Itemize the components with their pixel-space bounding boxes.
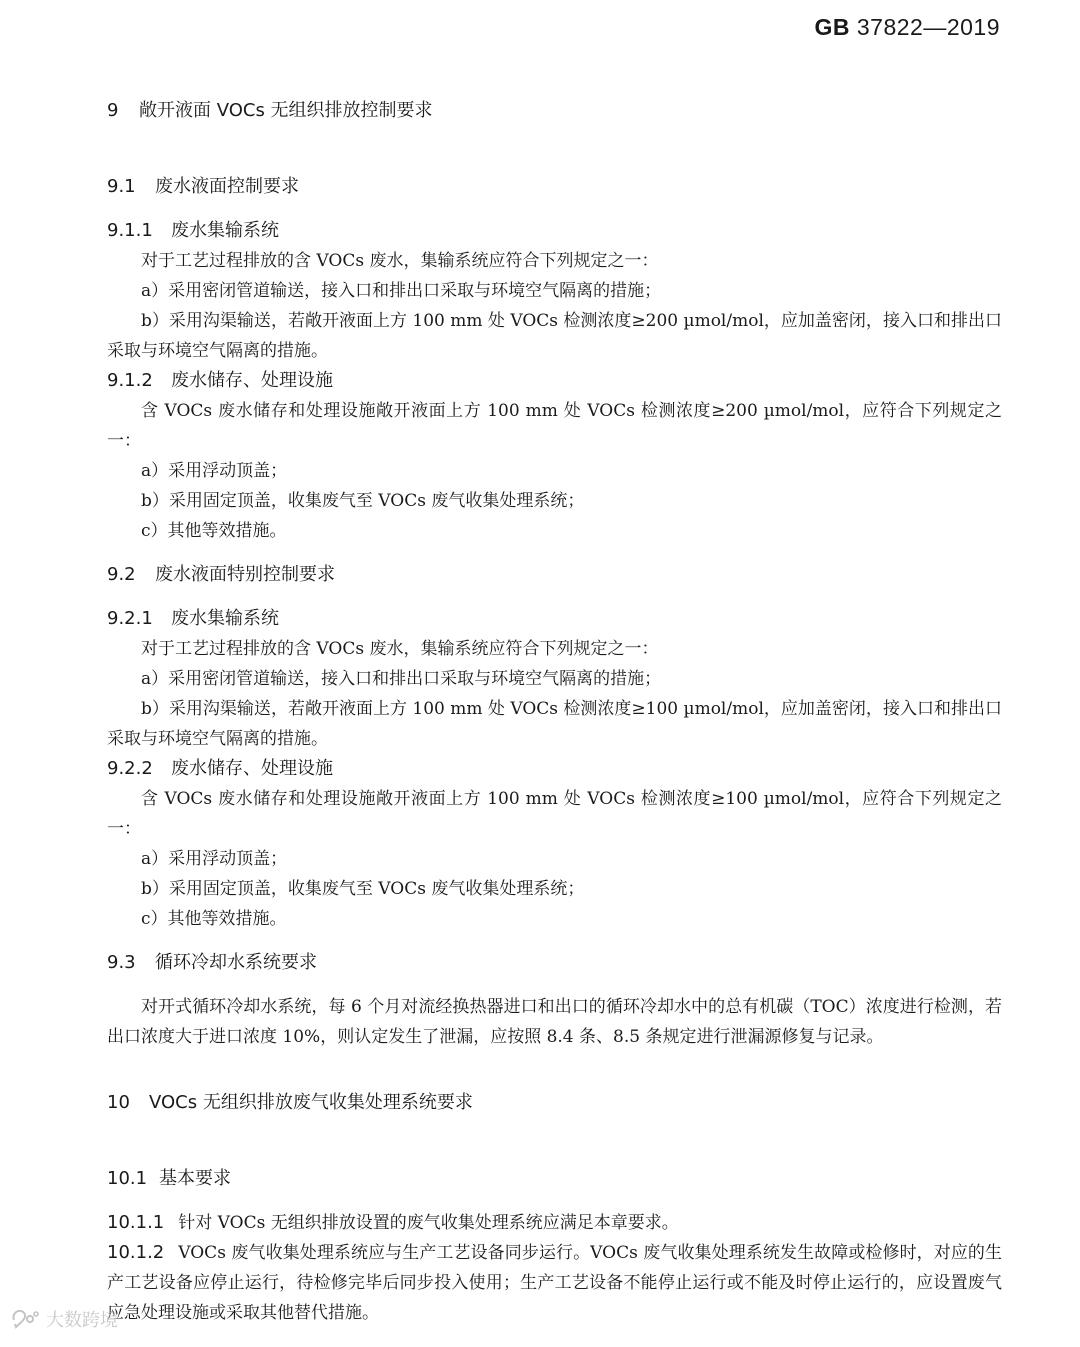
section-number: 10 <box>107 1092 130 1113</box>
section-number: 9 <box>107 100 119 121</box>
section-title: 废水储存、处理设施 <box>171 370 333 391</box>
section-title: 废水储存、处理设施 <box>171 758 333 779</box>
paragraph: 对于工艺过程排放的含 VOCs 废水，集输系统应符合下列规定之一： <box>141 251 659 271</box>
section-title: 敞开液面 VOCs 无组织排放控制要求 <box>139 100 433 121</box>
section-number: 9.2.2 <box>107 758 153 779</box>
list-item: b）采用沟渠输送，若敞开液面上方 100 mm 处 VOCs 检测浓度≥200 µmol/mol，应加盖密闭，接入口和排出口采取与环境空气隔离的措施。 <box>107 311 1002 361</box>
section-number: 9.1.2 <box>107 370 153 391</box>
paragraph: 对于工艺过程排放的含 VOCs 废水，集输系统应符合下列规定之一： <box>141 639 659 659</box>
section-10-heading <box>107 1088 1002 1118</box>
section-number: 9.3 <box>107 952 136 973</box>
section-10-1-heading <box>107 1164 1002 1194</box>
section-9-2-2-heading <box>107 754 1002 784</box>
section-title: 废水集输系统 <box>171 608 279 629</box>
wechat-logo-icon <box>10 1306 40 1332</box>
list-item: a）采用密闭管道输送，接入口和排出口采取与环境空气隔离的措施； <box>141 281 662 301</box>
list-item: a）采用浮动顶盖； <box>141 461 288 481</box>
list-item: c）其他等效措施。 <box>141 909 287 929</box>
document-header <box>814 14 1000 41</box>
section-9-3-heading <box>107 948 1002 978</box>
document-body <box>107 96 1002 1328</box>
list-item: a）采用浮动顶盖； <box>141 849 288 869</box>
section-number: 9.1 <box>107 176 136 197</box>
paragraph: 含 VOCs 废水储存和处理设施敞开液面上方 100 mm 处 VOCs 检测浓度≥100 µmol/mol，应符合下列规定之一： <box>107 789 1002 839</box>
clause-10-1-2 <box>107 1238 1002 1328</box>
standard-number: 37822—2019 <box>856 14 1000 40</box>
section-title: 废水液面控制要求 <box>155 176 299 197</box>
watermark <box>10 1306 118 1332</box>
list-item: c）其他等效措施。 <box>141 521 287 541</box>
standard-code: GB <box>814 14 850 40</box>
clause-text: VOCs 废气收集处理系统应与生产工艺设备同步运行。VOCs 废气收集处理系统发生故障或检修时，对应的生产工艺设备应停止运行，待检修完毕后同步投入使用；生产工艺设备不能停止运行或不能及时停止运行的，应设置废气应急处理设施或采取其他替代措施。 <box>107 1243 1002 1323</box>
section-9-heading <box>107 96 1002 126</box>
list-item: a）采用密闭管道输送，接入口和排出口采取与环境空气隔离的措施； <box>141 669 662 689</box>
section-9-2-1-heading <box>107 604 1002 634</box>
clause-number: 10.1.2 <box>107 1242 165 1263</box>
section-9-1-heading <box>107 172 1002 202</box>
paragraph: 对开式循环冷却水系统，每 6 个月对流经换热器进口和出口的循环冷却水中的总有机碳（TOC）浓度进行检测，若出口浓度大于进口浓度 10%，则认定发生了泄漏，应按照 8.4 条、8.5 条规定进行泄漏源修复与记录。 <box>107 997 1002 1047</box>
section-title: 废水液面特别控制要求 <box>155 564 335 585</box>
watermark-text: 大数跨境 <box>46 1310 118 1331</box>
section-number: 9.2 <box>107 564 136 585</box>
clause-number: 10.1.1 <box>107 1212 165 1233</box>
paragraph: 含 VOCs 废水储存和处理设施敞开液面上方 100 mm 处 VOCs 检测浓度≥200 µmol/mol，应符合下列规定之一： <box>107 401 1002 451</box>
section-number: 9.1.1 <box>107 220 153 241</box>
section-9-1-1-heading <box>107 216 1002 246</box>
section-title: 基本要求 <box>159 1168 231 1189</box>
section-9-1-2-heading <box>107 366 1002 396</box>
list-item: b）采用固定顶盖，收集废气至 VOCs 废气收集处理系统； <box>141 879 585 899</box>
list-item: b）采用沟渠输送，若敞开液面上方 100 mm 处 VOCs 检测浓度≥100 µmol/mol，应加盖密闭，接入口和排出口采取与环境空气隔离的措施。 <box>107 699 1002 749</box>
list-item: b）采用固定顶盖，收集废气至 VOCs 废气收集处理系统； <box>141 491 585 511</box>
clause-10-1-1 <box>107 1208 1002 1238</box>
section-number: 9.2.1 <box>107 608 153 629</box>
section-title: 废水集输系统 <box>171 220 279 241</box>
clause-text: 针对 VOCs 无组织排放设置的废气收集处理系统应满足本章要求。 <box>178 1213 679 1233</box>
section-title: 循环冷却水系统要求 <box>155 952 317 973</box>
section-title: VOCs 无组织排放废气收集处理系统要求 <box>149 1092 473 1113</box>
section-number: 10.1 <box>107 1168 148 1189</box>
section-9-2-heading <box>107 560 1002 590</box>
